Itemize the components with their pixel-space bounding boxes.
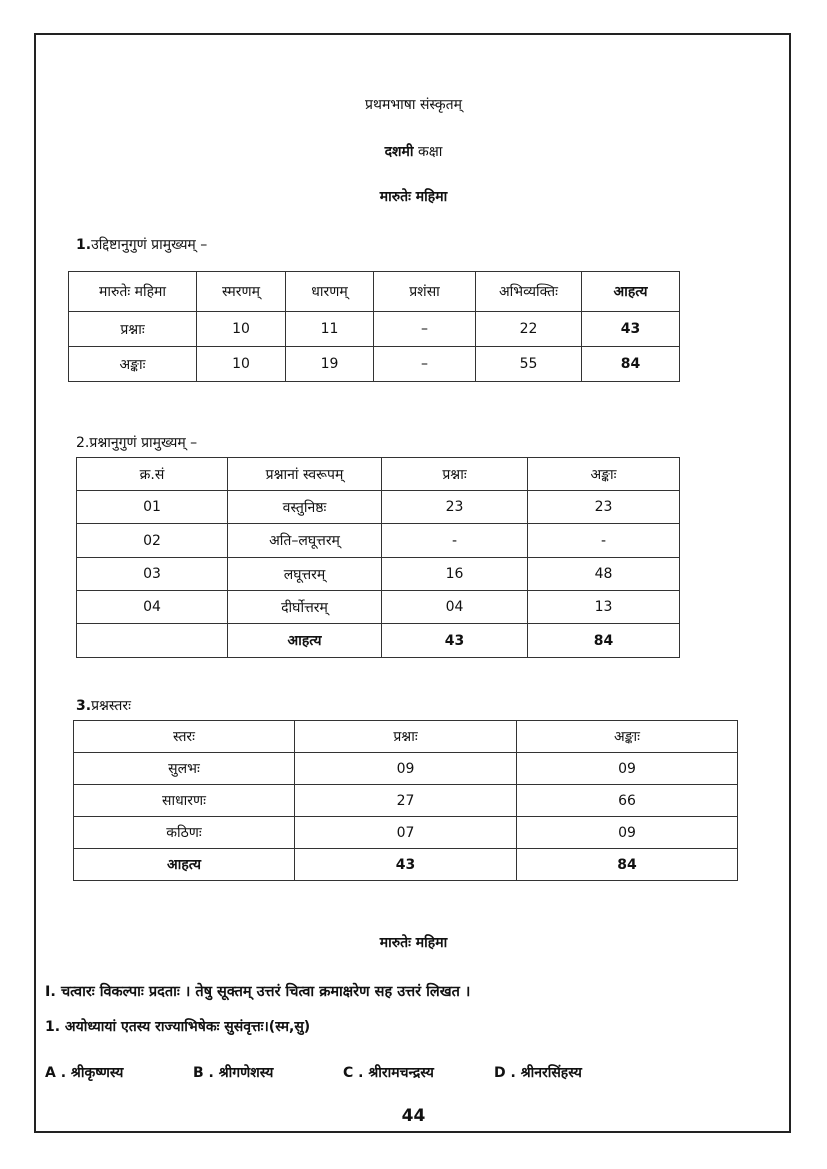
table-cell: साधारणः	[74, 785, 295, 817]
table-cell: 23	[382, 491, 528, 524]
section1-title: उद्दिष्टानुगुणं प्रामुख्यम् –	[91, 237, 208, 253]
header-cell: धारणम्	[286, 272, 374, 312]
table-cell: 22	[476, 312, 582, 347]
table-header-row	[74, 721, 738, 753]
table-row	[74, 817, 738, 849]
total-cell: 43	[295, 849, 517, 881]
table-cell: 01	[77, 491, 228, 524]
total-label-cell: आहत्य	[228, 624, 382, 658]
instruction-text: I. चत्वारः विकल्पाः प्रदताः । तेषु सूक्तम् उत्तरं चित्वा क्रमाक्षरेण सह उत्तरं लिखत ।	[45, 984, 471, 1000]
table-cell: 84	[582, 347, 680, 382]
total-cell: 84	[517, 849, 738, 881]
table-row	[77, 491, 680, 524]
header-cell: प्रशंसा	[374, 272, 476, 312]
table-cell: 13	[528, 591, 680, 624]
table-cell: 07	[295, 817, 517, 849]
table-cell: 04	[382, 591, 528, 624]
subject-title: प्रथमभाषा संस्कृतम्	[365, 97, 462, 113]
difficulty-table	[73, 720, 738, 881]
option-d: D . श्रीनरसिंहस्य	[494, 1065, 582, 1081]
header-cell: प्रश्नाः	[382, 458, 528, 491]
table-row	[74, 753, 738, 785]
header-cell: आहत्य	[582, 272, 680, 312]
table-cell: 16	[382, 558, 528, 591]
table-cell: 66	[517, 785, 738, 817]
table-cell: 11	[286, 312, 374, 347]
header-cell: प्रश्नाः	[295, 721, 517, 753]
objectives-table	[68, 271, 680, 382]
page-number: 44	[401, 1106, 426, 1126]
table-header-row	[77, 458, 680, 491]
table-cell: –	[374, 312, 476, 347]
table-total-row	[77, 624, 680, 658]
class-title	[0, 142, 827, 161]
section3-heading	[76, 696, 131, 715]
option-b: B . श्रीगणेशस्य	[193, 1065, 274, 1081]
table-header-row	[69, 272, 680, 312]
table-total-row	[74, 849, 738, 881]
table-cell: -	[528, 524, 680, 558]
class-bold: दशमी	[384, 144, 414, 160]
total-cell: 43	[382, 624, 528, 658]
table-row	[69, 312, 680, 347]
section3-num: 3.	[76, 698, 92, 714]
table-cell: दीर्घोत्तरम्	[228, 591, 382, 624]
table-cell: अङ्काः	[69, 347, 197, 382]
table-row	[74, 785, 738, 817]
table-cell: 23	[528, 491, 680, 524]
table-row	[69, 347, 680, 382]
table-cell: 09	[517, 817, 738, 849]
table-cell: 43	[582, 312, 680, 347]
table-cell: वस्तुनिष्ठः	[228, 491, 382, 524]
header-cell: अभिव्यक्तिः	[476, 272, 582, 312]
section1-num: 1.	[76, 237, 92, 253]
table-cell: 03	[77, 558, 228, 591]
table-row	[77, 591, 680, 624]
lesson-title: मारुतेः महिमा	[379, 189, 448, 205]
table-cell: 55	[476, 347, 582, 382]
section1-heading	[76, 235, 207, 254]
table-cell: 48	[528, 558, 680, 591]
table-cell: 04	[77, 591, 228, 624]
table-cell: 09	[295, 753, 517, 785]
question-1: 1. अयोध्यायां एतस्य राज्याभिषेकः सुसंवृत्तः।(स्म,सु)	[45, 1019, 311, 1035]
total-label-cell: आहत्य	[74, 849, 295, 881]
table-cell: कठिणः	[74, 817, 295, 849]
table-cell: 10	[197, 347, 286, 382]
option-c: C . श्रीरामचन्द्रस्य	[343, 1065, 434, 1081]
header-cell: क्र.सं	[77, 458, 228, 491]
class-rest: कक्षा	[417, 144, 443, 160]
table-row	[77, 558, 680, 591]
total-cell: 84	[528, 624, 680, 658]
section3-title: प्रश्नस्तरः	[91, 698, 131, 714]
table-cell: 27	[295, 785, 517, 817]
table-row	[77, 524, 680, 558]
header-cell: मारुतेः महिमा	[69, 272, 197, 312]
table-cell: 10	[197, 312, 286, 347]
header-cell: प्रश्नानां स्वरूपम्	[228, 458, 382, 491]
question-type-table	[76, 457, 680, 658]
table-cell: 02	[77, 524, 228, 558]
table-cell: प्रश्नाः	[69, 312, 197, 347]
table-cell: अति–लघूत्तरम्	[228, 524, 382, 558]
table-cell: 19	[286, 347, 374, 382]
header-cell: स्मरणम्	[197, 272, 286, 312]
option-a: A . श्रीकृष्णस्य	[45, 1065, 124, 1081]
table-cell	[77, 624, 228, 658]
table-cell: -	[382, 524, 528, 558]
header-cell: स्तरः	[74, 721, 295, 753]
table-cell: सुलभः	[74, 753, 295, 785]
questions-title: मारुतेः महिमा	[379, 935, 448, 951]
header-cell: अङ्काः	[528, 458, 680, 491]
table-cell: 09	[517, 753, 738, 785]
header-cell: अङ्काः	[517, 721, 738, 753]
table-cell: –	[374, 347, 476, 382]
section2-heading: 2.प्रश्नानुगुणं प्रामुख्यम् –	[76, 435, 198, 451]
table-cell: लघूत्तरम्	[228, 558, 382, 591]
